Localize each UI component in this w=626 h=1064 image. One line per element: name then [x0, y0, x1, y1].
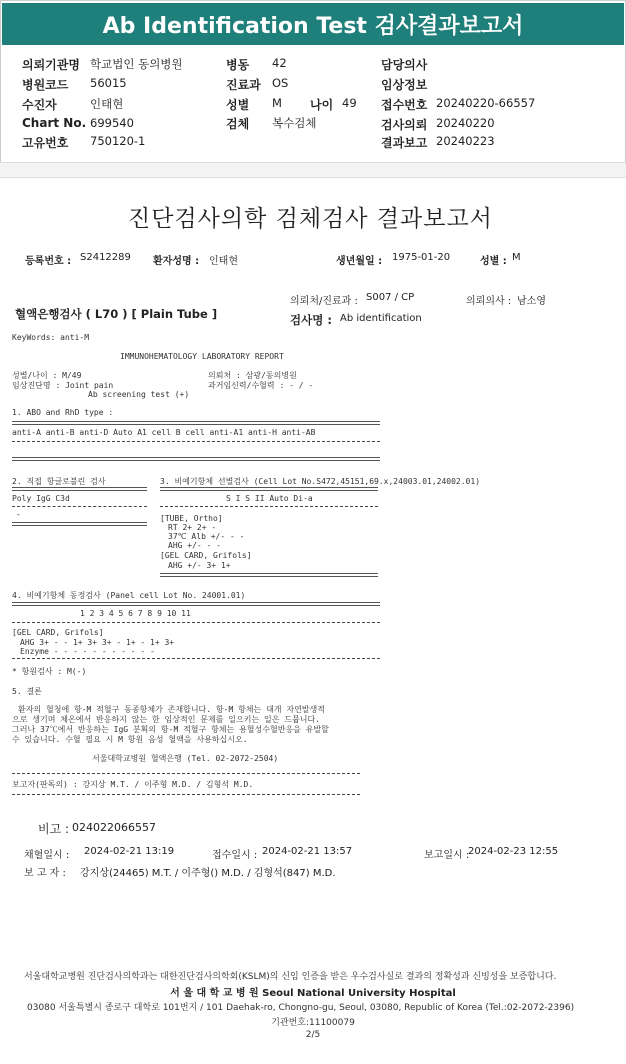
rule-1	[12, 421, 380, 425]
sec3-headers: S I S II Auto Di-a	[226, 494, 313, 503]
sex-value: M	[272, 96, 282, 110]
sec3-gel-ahg: AHG +/- 3+ 1+	[168, 561, 231, 570]
request-value: 20240220	[436, 116, 495, 130]
request-label: 검사의뢰	[381, 118, 428, 132]
report-banner	[2, 3, 624, 45]
age-label: 나이	[310, 98, 334, 112]
sex-age: 성별/나이 : M/49	[12, 371, 82, 380]
rule-3	[12, 457, 380, 461]
sec2-title: 2. 직접 항글로불린 검사	[12, 477, 106, 486]
remark-value: 024022066557	[72, 821, 156, 834]
rule-14	[12, 794, 360, 795]
receive-value: 2024-02-21 13:57	[262, 846, 353, 857]
report-label: 결과보고	[381, 136, 428, 150]
collect-value: 2024-02-21 13:19	[84, 846, 175, 857]
rule-5	[160, 487, 378, 491]
ordering-value: S007 / CP	[366, 292, 415, 303]
age-value: 49	[342, 96, 357, 110]
banner-title: Ab Identification Test 검사결과보고서	[102, 13, 524, 39]
sec3-rt: RT 2+ 2+ -	[168, 523, 217, 532]
page-separator	[0, 162, 626, 178]
sec3-ahg: AHG +/- - -	[168, 541, 221, 550]
requesting: 의뢰처 : 삼광/동의병원	[208, 371, 297, 380]
reporter-line: 보고자(판독의) : 강지상 M.T. / 이주형 M.D. / 김형석 M.D.	[12, 780, 254, 789]
receipt-value: 20240220-66557	[436, 96, 536, 110]
reg-value: S2412289	[80, 252, 131, 263]
lab-report-title: IMMUNOHEMATOLOGY LABORATORY REPORT	[120, 352, 284, 361]
unique-value: 750120-1	[90, 134, 146, 148]
rule-9	[160, 573, 378, 577]
rule-12	[12, 658, 380, 659]
sec4-gel: [GEL CARD, Grifols]	[12, 628, 104, 637]
dob-label: 생년월일 :	[336, 256, 383, 267]
code-label: 병원코드	[22, 78, 69, 92]
antigen-test: * 항원검사 : M(-)	[12, 667, 87, 676]
receive-label: 접수일시 :	[212, 850, 258, 861]
name-label: 환자성명 :	[153, 256, 200, 267]
page-number: 2/5	[305, 1030, 321, 1040]
conclusion-line-4: 수 있습니다. 수혈 필요 시 M 항원 음성 혈액을 사용하십시오.	[12, 735, 248, 744]
blood-bank: 서울대학교병원 혈액은행 (Tel. 02-2072-2504)	[92, 754, 279, 763]
report-value: 20240223	[436, 134, 495, 148]
code-value: 56015	[90, 76, 127, 90]
sec3-gel: [GEL CARD, Grifols]	[160, 551, 252, 560]
dept-label: 진료과	[226, 78, 261, 92]
cert-text: 서울대학교병원 진단검사의학과는 대한진단검사의학회(KSLM)의 신임 인증을 받은 우수검사실로 결과의 정확성과 신빙성을 보증합니다.	[24, 972, 557, 982]
sec4-title: 4. 비예기항체 동정검사 (Panel cell Lot No. 24001.01)	[12, 591, 246, 600]
ordering-label: 의뢰처/진료과 :	[290, 296, 358, 307]
chart-label: Chart No.	[22, 116, 87, 130]
sec3-alb: 37℃ Alb +/- - -	[168, 532, 245, 541]
reporter2-value: 강지상(24465) M.T. / 이주형() M.D. / 김형석(847) M.D.	[80, 868, 336, 879]
rule-4	[12, 487, 147, 491]
report-title: 진단검사의학 검체검사 결과보고서	[128, 206, 493, 232]
footer-hospital: 서 울 대 학 교 병 원 Seoul National University Hospital	[170, 988, 456, 999]
collect-label: 채혈일시 :	[24, 850, 70, 861]
rule-7	[160, 506, 378, 507]
sec4-headers: 1 2 3 4 5 6 7 8 9 10 11	[80, 609, 191, 618]
rule-6	[12, 506, 147, 507]
keywords: KeyWords: anti-M	[12, 333, 90, 342]
rule-13	[12, 773, 360, 774]
physician-value: 남소영	[517, 296, 546, 307]
receipt-label: 접수번호	[381, 98, 428, 112]
rule-8	[12, 522, 147, 526]
sec5-title: 5. 결론	[12, 687, 42, 696]
footer-institution: 기관번호:11100079	[271, 1018, 355, 1028]
chart-value: 699540	[90, 116, 134, 130]
report-dt-label: 보고일시 :	[424, 850, 470, 861]
sec1-headers: anti-A anti-B anti-D Auto A1 cell B cell anti-A1 anti-H anti-AB	[12, 428, 316, 437]
name-value: 인태현	[209, 256, 238, 267]
screening: Ab screening test (+)	[88, 390, 190, 399]
dept-value: OS	[272, 76, 289, 90]
sec3-title: 3. 비예기항체 선별검사 (Cell Lot No.S472,45151,69.x,24003.01,24002.01)	[160, 477, 481, 486]
ward-value: 42	[272, 56, 287, 70]
test-name-value: Ab identification	[340, 313, 422, 324]
conclusion-line-1: 환자의 혈청에 항-M 적혈구 동종항체가 존재합니다. 항-M 항체는 대개 자연발생적	[18, 705, 325, 714]
diagnosis: 임상진단명 : Joint pain	[12, 381, 114, 390]
reg-label: 등록번호 :	[25, 256, 72, 267]
test-title: 혈액은행검사 ( L70 ) [ Plain Tube ]	[15, 307, 218, 321]
physician-label: 의뢰의사 :	[466, 296, 512, 307]
specimen-label: 검체	[226, 117, 250, 131]
hospital-label: 의뢰기관명	[22, 58, 80, 72]
patient-value: 인태현	[90, 97, 124, 111]
sec3-tube: [TUBE, Ortho]	[160, 514, 223, 523]
sec4-enzyme: Enzyme - - - - - - - - - - -	[20, 647, 155, 656]
sec2-headers: Poly IgG C3d	[12, 494, 70, 503]
sex-value-2: M	[512, 252, 521, 263]
history: 과거임신력/수혈력 : - / -	[208, 381, 314, 390]
patient-label: 수진자	[22, 98, 57, 112]
report-dt-value: 2024-02-23 12:55	[468, 846, 559, 857]
unique-label: 고유번호	[22, 136, 69, 150]
rule-10	[12, 602, 380, 606]
hospital-value: 학교법인 동의병원	[90, 57, 183, 71]
specimen-value: 복수검체	[272, 116, 317, 130]
doctor-label: 담당의사	[381, 58, 428, 72]
sec4-ahg: AHG 3+ - - 1+ 3+ 3+ - 1+ - 1+ 3+	[20, 638, 175, 647]
ward-label: 병동	[226, 58, 250, 72]
rule-2	[12, 441, 380, 442]
conclusion-line-2: 으로 생기며 체온에서 반응하지 않는 한 임상적인 문제를 일으키는 일은 드뭅니다.	[12, 715, 321, 724]
sec1-title: 1. ABO and RhD type :	[12, 408, 114, 417]
rule-11	[12, 622, 380, 623]
sec2-values: -	[16, 510, 21, 519]
reporter2-label: 보 고 자 :	[24, 868, 66, 879]
sex-label-2: 성별 :	[480, 256, 507, 267]
clinical-label: 임상정보	[381, 78, 428, 92]
dob-value: 1975-01-20	[392, 252, 451, 263]
sex-label: 성별	[226, 98, 250, 112]
conclusion-line-3: 그러나 37℃에서 반응하는 IgG 분획의 항-M 적혈구 항체는 용혈성수혈반응을 유발할	[12, 725, 329, 734]
footer-address: 03080 서울특별시 종로구 대학로 101번지 / 101 Daehak-ro, Chongno-gu, Seoul, 03080, Republic of Korea (Tel.:02-2072-2396)	[27, 1003, 575, 1013]
test-name-label: 검사명 :	[290, 313, 332, 327]
remark-label: 비고 :	[38, 822, 70, 836]
